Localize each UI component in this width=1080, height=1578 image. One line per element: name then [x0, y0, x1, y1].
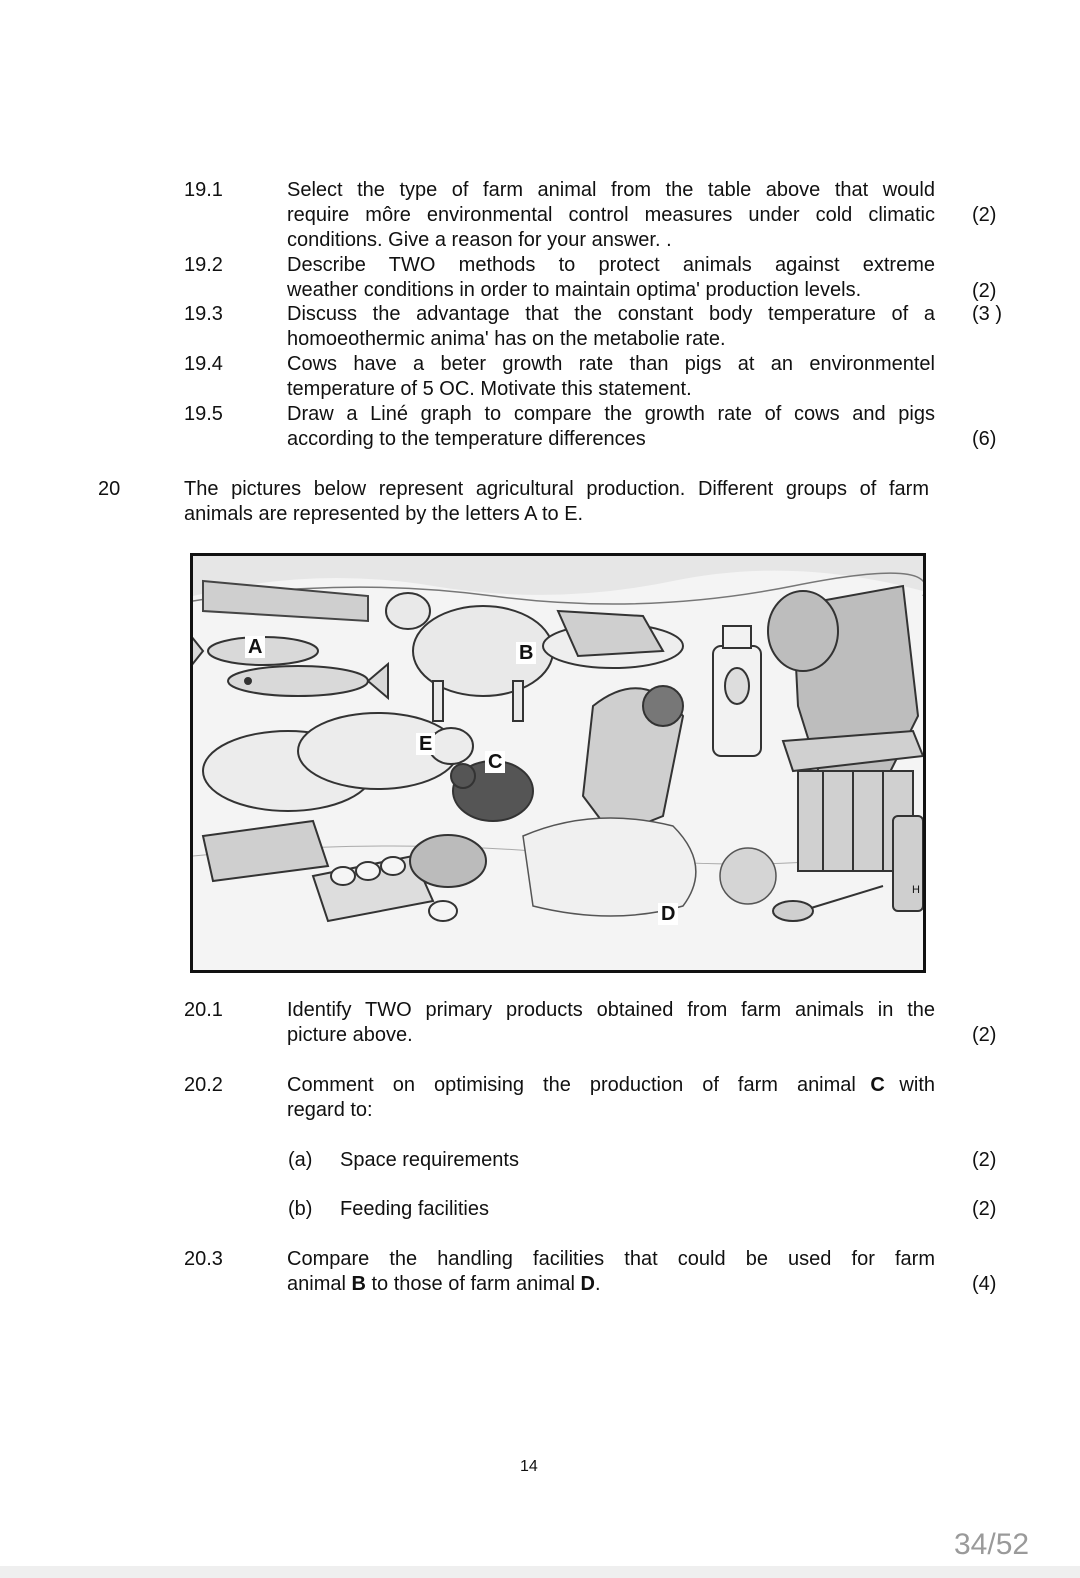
q20-intro-line1: The pictures below represent agricultural production. Different groups of farm	[184, 478, 929, 500]
q19-1-line2: require môre environmental control measures under cold climatic	[287, 204, 935, 226]
q20-1-line2: picture above.	[287, 1024, 413, 1046]
q20-2b-marks: (2)	[972, 1198, 997, 1220]
meat-icon	[543, 611, 683, 668]
q19-2-line2: weather conditions in order to maintain optima' production levels.	[287, 279, 862, 301]
farmer-shearing-icon	[583, 686, 683, 836]
q20-1-line1: Identify TWO primary products obtained from farm animals in the	[287, 999, 935, 1021]
q20-3-line2-post: .	[594, 1273, 601, 1295]
leather-icon	[410, 835, 486, 887]
q19-5-line1: Draw a Liné graph to compare the growth rate of cows and pigs	[287, 403, 935, 425]
q19-1-number: 19.1	[184, 179, 223, 201]
q19-2-marks: (2)	[972, 280, 997, 302]
figure-label-a: A	[245, 636, 265, 658]
viewer-bottom-bar	[0, 1566, 1080, 1578]
q19-3-line2: homoeothermic anima' has on the metabolie rate.	[287, 328, 726, 350]
figure-label-d: D	[658, 903, 678, 925]
wool-icon	[523, 818, 776, 916]
q20-2-line1	[287, 1073, 935, 1098]
farm-illustration-drawing	[193, 556, 923, 970]
q20-2-line1-bold: C	[870, 1074, 885, 1096]
figure-label-c: C	[485, 751, 505, 773]
q19-1-line1: Select the type of farm animal from the table above that would	[287, 179, 935, 201]
farm-products-illustration	[190, 553, 926, 973]
q19-5-line2: according to the temperature differences	[287, 428, 646, 450]
q20-2-line1-pre: Comment on optimising the production of farm animal	[287, 1074, 862, 1096]
q19-3-marks: (3 )	[972, 303, 1002, 325]
pig-icon	[203, 713, 473, 811]
figure-label-b: B	[516, 642, 536, 664]
fish-icon	[193, 636, 388, 698]
q20-intro-line2: animals are represented by the letters A to E.	[184, 503, 584, 525]
bacon-icon	[203, 821, 328, 881]
q20-3-line2-b2: D	[580, 1273, 595, 1295]
q20-2-number: 20.2	[184, 1074, 223, 1096]
q20-2-line2: regard to:	[287, 1099, 373, 1121]
q20-2a-marks: (2)	[972, 1149, 997, 1171]
page-counter: 34/52	[954, 1528, 1030, 1561]
q19-3-number: 19.3	[184, 303, 223, 325]
milk-bottle-icon	[713, 626, 761, 756]
q20-3-marks: (4)	[972, 1273, 997, 1295]
q19-4-line1: Cows have a beter growth rate than pigs at an environmentel	[287, 353, 935, 375]
q19-2-number: 19.2	[184, 254, 223, 276]
q20-3-number: 20.3	[184, 1248, 223, 1270]
q19-5-number: 19.5	[184, 403, 223, 425]
q19-5-marks: (6)	[972, 428, 997, 450]
q20-number: 20	[98, 478, 121, 500]
q19-4-number: 19.4	[184, 353, 223, 375]
q20-3-line2-b1: B	[351, 1273, 366, 1295]
q20-3-line2	[287, 1272, 601, 1297]
q20-3-line2-mid: to those of farm animal	[365, 1273, 581, 1295]
q20-2a-label: (a)	[288, 1149, 313, 1171]
q19-4-line2: temperature of 5 OC. Motivate this statement.	[287, 378, 692, 400]
figure-label-e: E	[416, 733, 435, 755]
figure-corner-text: H	[912, 884, 920, 896]
q20-2b-text: Feeding facilities	[340, 1198, 489, 1220]
q20-1-marks: (2)	[972, 1024, 997, 1046]
q20-3-line2-pre: animal	[287, 1273, 352, 1295]
q20-2a-text: Space requirements	[340, 1149, 519, 1171]
q20-3-line1: Compare the handling facilities that could be used for farm	[287, 1248, 935, 1270]
q20-2b-label: (b)	[288, 1198, 313, 1220]
q19-1-marks: (2)	[972, 204, 997, 226]
q20-2-line1-post: with	[893, 1074, 935, 1096]
q19-2-line1: Describe TWO methods to protect animals against extreme	[287, 254, 935, 276]
q19-1-line3: conditions. Give a reason for your answer. .	[287, 229, 672, 251]
page-number: 14	[520, 1458, 538, 1475]
q19-3-line1: Discuss the advantage that the constant body temperature of a	[287, 303, 935, 325]
q20-1-number: 20.1	[184, 999, 223, 1021]
